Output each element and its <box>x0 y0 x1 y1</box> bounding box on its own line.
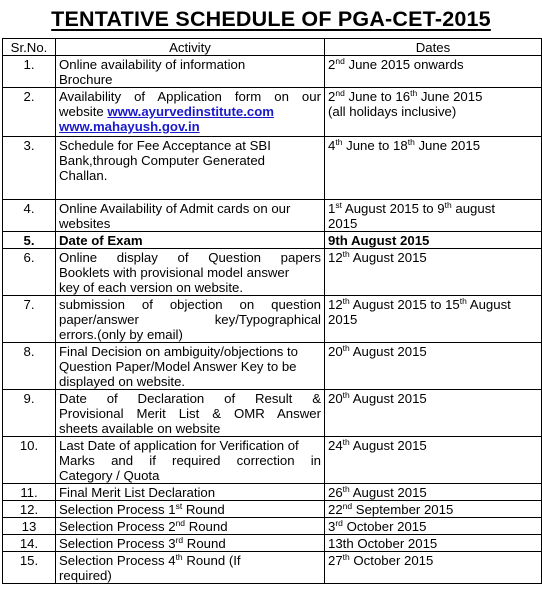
sr-no-cell: 9. <box>3 390 56 437</box>
text-segment: September 2015 <box>352 502 454 517</box>
activity-cell <box>56 484 325 501</box>
table-row <box>3 249 542 296</box>
text-segment: Round <box>182 502 225 517</box>
sr-no-cell: 1. <box>3 56 56 88</box>
website-link-mahayush[interactable]: www.mahayush.gov.in <box>59 119 200 134</box>
table-row <box>3 88 542 137</box>
table-row <box>3 552 542 584</box>
sr-no-cell: 3. <box>3 137 56 200</box>
sr-no-cell: 8. <box>3 343 56 390</box>
text-segment: August 2015 to 9 <box>341 201 445 216</box>
table-row <box>3 296 542 343</box>
sr-no-cell: 10. <box>3 437 56 484</box>
dates-line <box>328 485 538 500</box>
sr-no-cell: 4. <box>3 200 56 232</box>
activity-cell <box>56 137 325 200</box>
ordinal-suffix: nd <box>342 501 353 511</box>
activity-line: websites <box>59 216 111 231</box>
ordinal-suffix: st <box>335 200 342 210</box>
activity-line: Provisional Merit List & OMR Answer <box>59 406 321 421</box>
ordinal-suffix: th <box>335 137 343 147</box>
ordinal-suffix: th <box>342 343 350 353</box>
text-segment: 13th October 2015 <box>328 536 438 551</box>
sr-no-cell: 12. <box>3 501 56 518</box>
sr-no-cell: 15. <box>3 552 56 584</box>
text-segment: 4 <box>328 138 336 153</box>
table-row <box>3 437 542 484</box>
activity-line <box>59 519 321 534</box>
table-row <box>3 535 542 552</box>
activity-line: website www.ayurvedinstitute.com <box>59 104 274 119</box>
activity-cell <box>56 390 325 437</box>
sr-no-cell: 6. <box>3 249 56 296</box>
sr-no-cell: 5. <box>3 232 56 249</box>
activity-line: paper/answer key/Typographical <box>59 312 321 327</box>
activity-cell <box>56 518 325 535</box>
activity-line: Online Availability of Admit cards on our <box>59 201 291 216</box>
activity-line <box>59 119 321 134</box>
ordinal-suffix: th <box>342 484 350 494</box>
activity-line: Availability of Application form on our <box>59 89 321 104</box>
table-row <box>3 137 542 200</box>
activity-line: Date of Exam <box>59 233 143 248</box>
table-body <box>3 56 542 584</box>
table-row <box>3 501 542 518</box>
table-row <box>3 343 542 390</box>
sr-no-cell: 2. <box>3 88 56 137</box>
text-segment: June 2015 <box>417 89 483 104</box>
text-segment: Selection Process 4 <box>59 553 176 568</box>
text-segment: October 2015 <box>342 519 427 534</box>
activity-line: Question Paper/Model Answer Key to be <box>59 359 297 374</box>
activity-line: Online availability of information <box>59 57 246 72</box>
text-segment: 3 <box>328 519 336 534</box>
ordinal-suffix: th <box>410 88 418 98</box>
text-segment: august <box>451 201 495 216</box>
activity-cell <box>56 88 325 137</box>
table-header-row <box>3 39 542 56</box>
dates-cell <box>325 390 542 437</box>
activity-cell <box>56 249 325 296</box>
text-segment: Selection Process 1 <box>59 502 176 517</box>
text-segment: Round <box>183 536 226 551</box>
dates-cell <box>325 137 542 200</box>
activity-line <box>59 536 321 551</box>
dates-line <box>328 519 538 534</box>
activity-cell <box>56 437 325 484</box>
dates-line <box>328 438 538 453</box>
activity-line: Challan. <box>59 168 108 183</box>
text-segment: June 2015 <box>414 138 481 153</box>
activity-cell <box>56 200 325 232</box>
schedule-table <box>2 38 542 584</box>
activity-line: displayed on website. <box>59 374 186 389</box>
activity-line: Final Decision on ambiguity/objections to <box>59 344 298 359</box>
activity-line: required) <box>59 568 112 583</box>
dates-line <box>328 250 538 265</box>
table-row <box>3 56 542 88</box>
dates-line: 2015 <box>328 216 358 231</box>
text-segment: August 2015 <box>349 438 427 453</box>
ordinal-suffix: nd <box>175 518 186 528</box>
dates-line <box>328 89 538 104</box>
text-segment: August <box>466 297 511 312</box>
ordinal-suffix: rd <box>175 535 184 545</box>
text-segment: 24 <box>328 438 343 453</box>
table-row <box>3 232 542 249</box>
activity-line: Brochure <box>59 72 113 87</box>
ordinal-suffix: rd <box>335 518 343 528</box>
ordinal-suffix: nd <box>335 56 345 66</box>
ordinal-suffix: th <box>407 137 415 147</box>
text-segment: 22 <box>328 502 343 517</box>
sr-no-cell: 13 <box>3 518 56 535</box>
dates-line <box>328 553 538 568</box>
activity-line: submission of objection on question <box>59 297 321 312</box>
dates-cell <box>325 437 542 484</box>
dates-cell <box>325 296 542 343</box>
dates-cell <box>325 343 542 390</box>
dates-cell <box>325 249 542 296</box>
dates-cell <box>325 232 542 249</box>
activity-line: Schedule for Fee Acceptance at SBI <box>59 138 271 153</box>
sr-no-cell: 14. <box>3 535 56 552</box>
dates-cell <box>325 200 542 232</box>
dates-line <box>328 57 538 72</box>
activity-line: Booklets with provisional model answer <box>59 265 290 280</box>
activity-line <box>59 553 321 568</box>
text-segment: June to 18 <box>342 138 408 153</box>
activity-line: Last Date of application for Verification of <box>59 438 299 453</box>
sr-no-cell: 11. <box>3 484 56 501</box>
activity-line: key of each version on website. <box>59 280 243 295</box>
activity-cell <box>56 535 325 552</box>
text-segment: 2 <box>328 57 336 72</box>
dates-line <box>328 138 538 153</box>
text-segment: 1 <box>328 201 336 216</box>
ordinal-suffix: th <box>444 200 452 210</box>
dates-cell <box>325 535 542 552</box>
dates-line <box>328 391 538 406</box>
ordinal-suffix: th <box>342 249 350 259</box>
activity-line: Online display of Question papers <box>59 250 321 265</box>
dates-cell <box>325 501 542 518</box>
ordinal-suffix: th <box>342 296 350 306</box>
activity-cell <box>56 56 325 88</box>
website-link-ayurvedinstitute[interactable]: www.ayurvedinstitute.com <box>107 104 274 119</box>
dates-line <box>328 344 538 359</box>
dates-cell <box>325 552 542 584</box>
dates-cell <box>325 88 542 137</box>
activity-cell <box>56 296 325 343</box>
text-segment: August 2015 <box>349 391 427 406</box>
dates-line <box>328 502 538 517</box>
header-activity: Activity <box>56 39 325 56</box>
text-segment: August 2015 to 15 <box>349 297 460 312</box>
ordinal-suffix: th <box>175 552 183 562</box>
activity-line: Final Merit List Declaration <box>59 485 216 500</box>
text-segment: 12 <box>328 297 343 312</box>
ordinal-suffix: st <box>175 501 183 511</box>
text-segment: August 2015 <box>349 250 427 265</box>
activity-line <box>59 502 321 517</box>
activity-line: sheets available on website <box>59 421 221 436</box>
title-text: TENTATIVE SCHEDULE OF PGA-CET-2015 <box>51 7 491 31</box>
text-segment: 27 <box>328 553 343 568</box>
text-segment: 20 <box>328 344 343 359</box>
text-segment: June to 16 <box>344 89 411 104</box>
activity-line: Category / Quota <box>59 468 160 483</box>
text-segment: 9th August 2015 <box>328 233 430 248</box>
dates-line <box>328 233 538 248</box>
activity-cell <box>56 501 325 518</box>
text-segment: Round <box>185 519 228 534</box>
activity-cell <box>56 343 325 390</box>
ordinal-suffix: th <box>342 390 350 400</box>
text-segment: 26 <box>328 485 343 500</box>
activity-line: Marks and if required correction in <box>59 453 321 468</box>
ordinal-suffix: th <box>342 552 350 562</box>
dates-cell <box>325 484 542 501</box>
text-segment: August 2015 <box>349 485 427 500</box>
activity-cell <box>56 552 325 584</box>
activity-line: Bank,through Computer Generated <box>59 153 265 168</box>
activity-cell <box>56 232 325 249</box>
text-segment: 12 <box>328 250 343 265</box>
dates-line <box>328 536 538 551</box>
dates-cell <box>325 518 542 535</box>
page-title <box>0 0 542 38</box>
activity-line: Date of Declaration of Result & <box>59 391 321 406</box>
text-segment: Selection Process 3 <box>59 536 176 551</box>
dates-line: (all holidays inclusive) <box>328 104 457 119</box>
table-row <box>3 518 542 535</box>
header-sr-no: Sr.No. <box>3 39 56 56</box>
text-segment: 20 <box>328 391 343 406</box>
ordinal-suffix: th <box>459 296 467 306</box>
text-segment: 2 <box>328 89 336 104</box>
text-segment: October 2015 <box>349 553 434 568</box>
text-segment: August 2015 <box>349 344 427 359</box>
header-dates: Dates <box>325 39 542 56</box>
dates-cell <box>325 56 542 88</box>
activity-line: errors.(only by email) <box>59 327 183 342</box>
table-row <box>3 390 542 437</box>
dates-line: 2015 <box>328 312 358 327</box>
ordinal-suffix: nd <box>335 88 345 98</box>
ordinal-suffix: th <box>342 437 350 447</box>
table-row <box>3 200 542 232</box>
sr-no-cell: 7. <box>3 296 56 343</box>
text-segment: June 2015 onwards <box>344 57 464 72</box>
text-segment: Selection Process 2 <box>59 519 176 534</box>
table-row <box>3 484 542 501</box>
dates-line <box>328 201 538 216</box>
dates-line <box>328 297 538 312</box>
text-segment: Round (If <box>182 553 241 568</box>
